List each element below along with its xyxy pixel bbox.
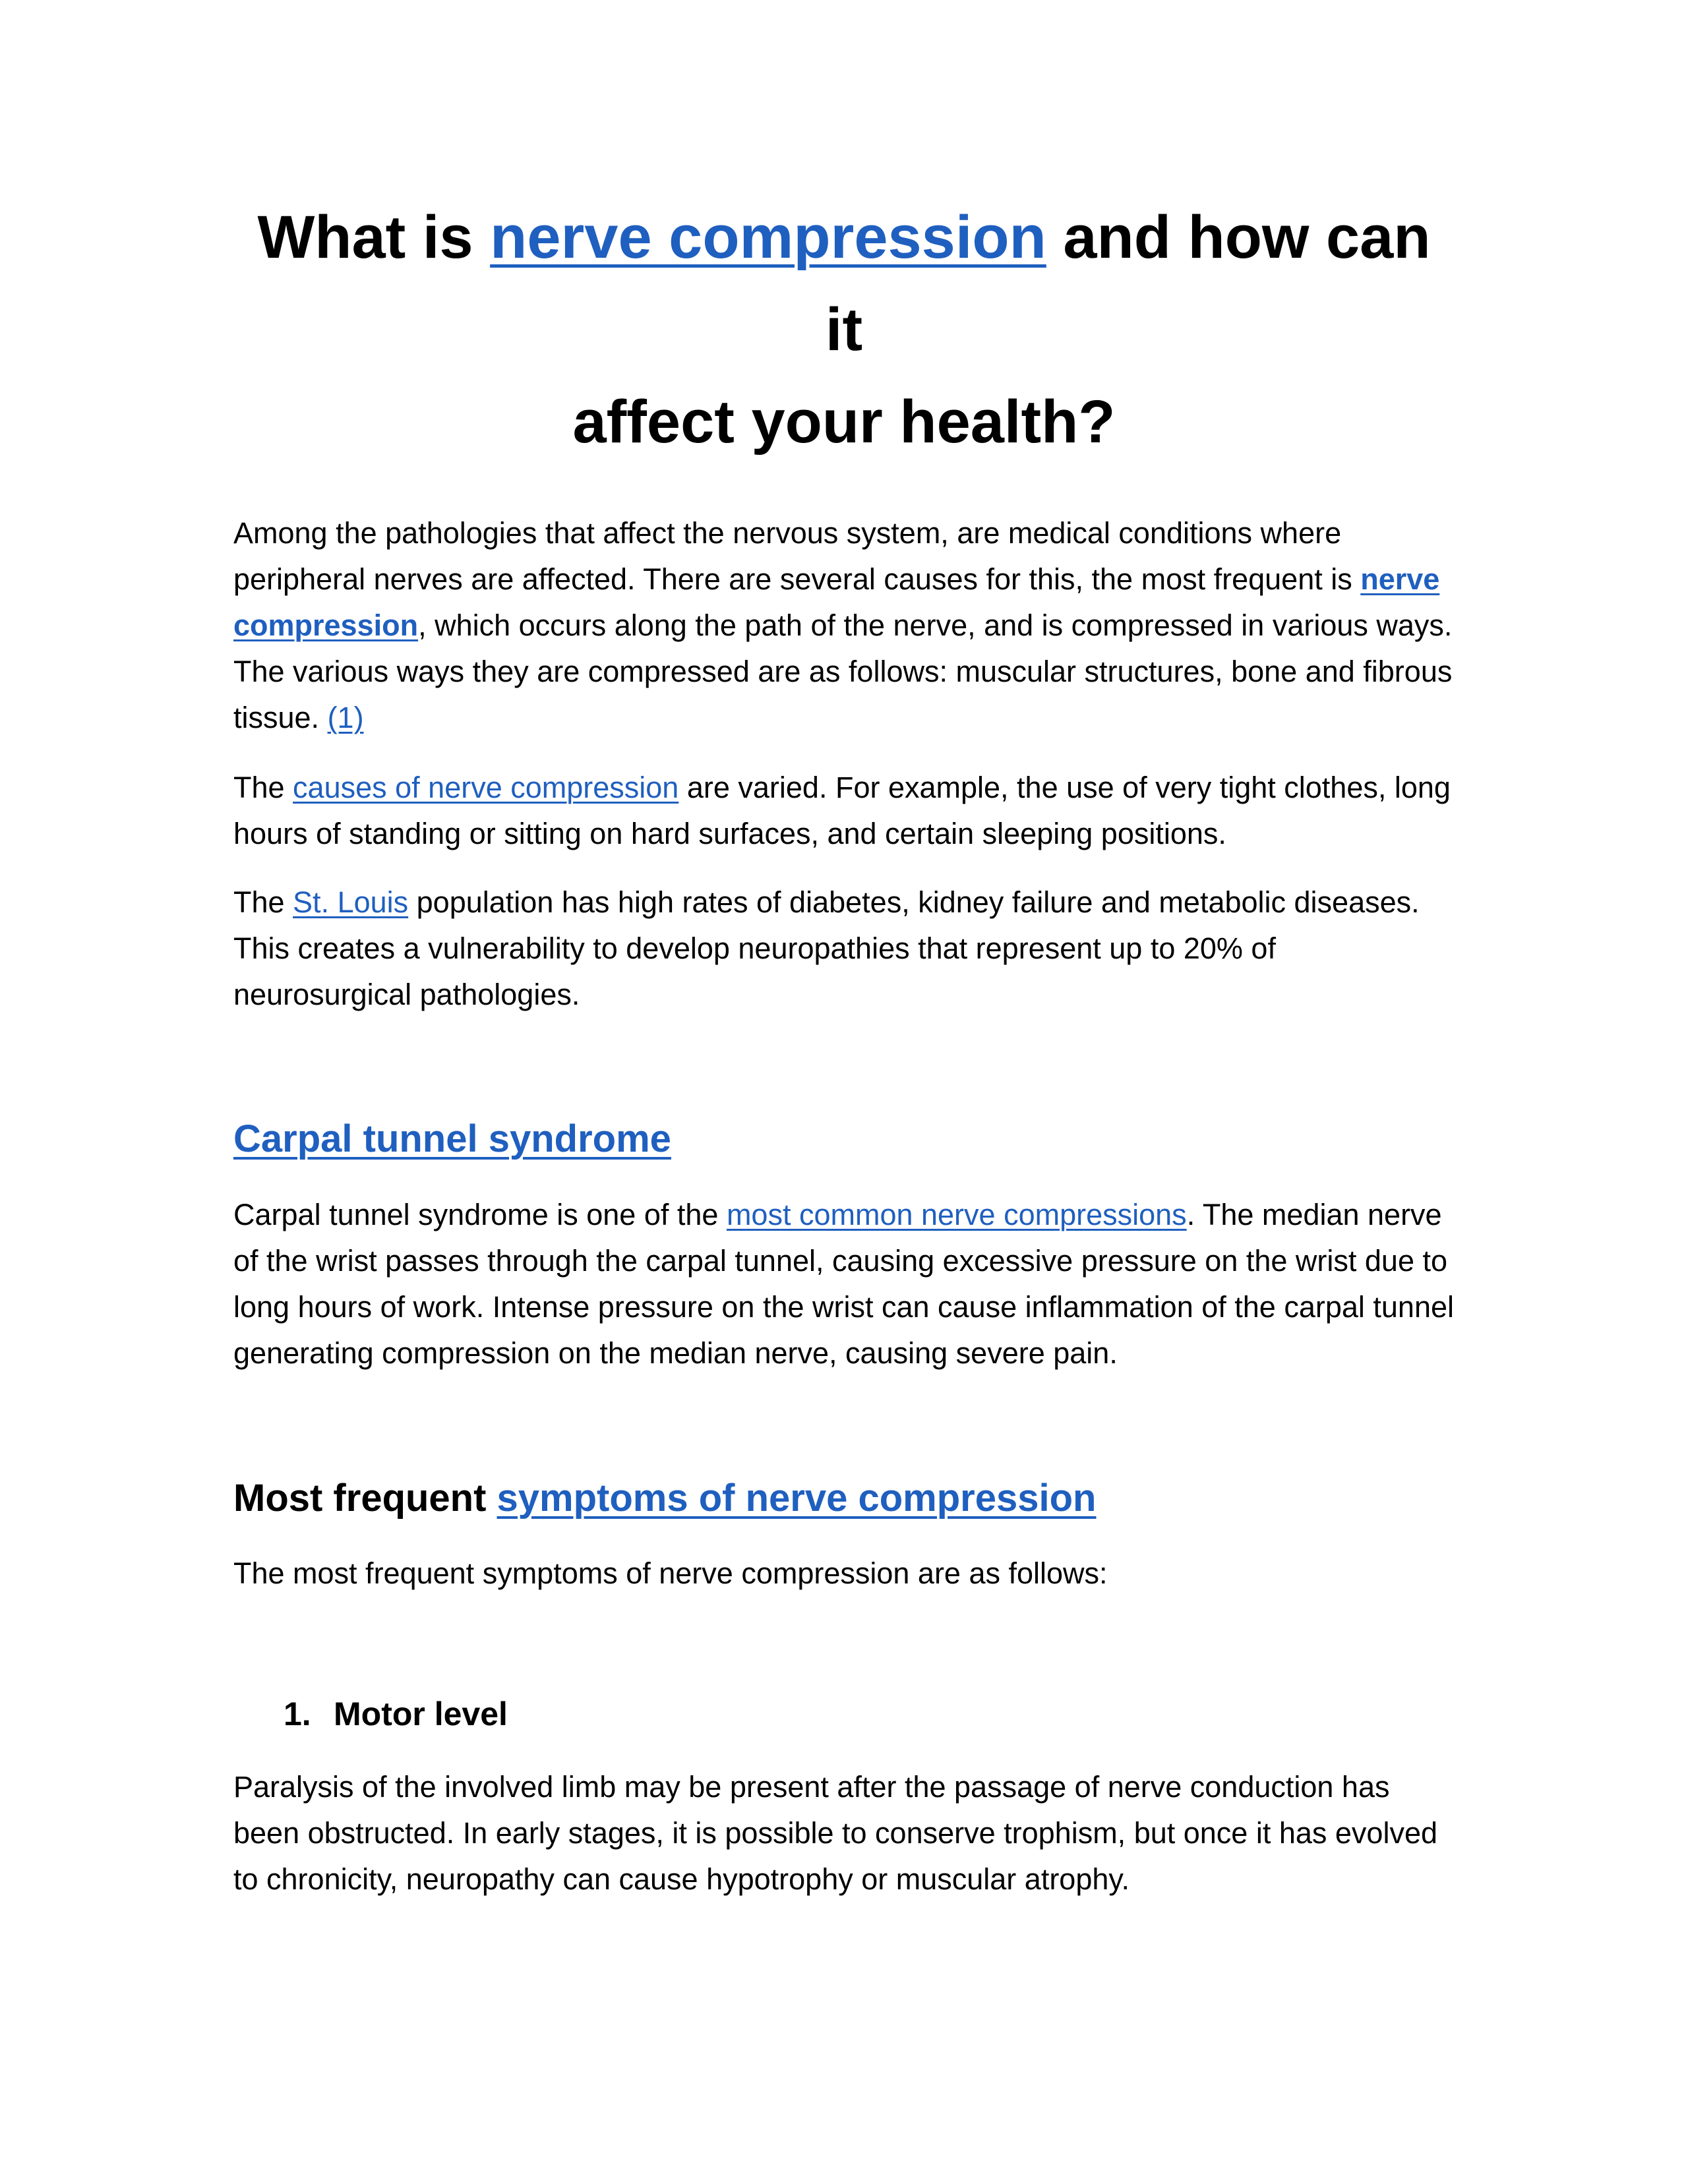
carpal-text-a: Carpal tunnel syndrome is one of the [233, 1198, 727, 1231]
intro-paragraph-2 [233, 765, 1455, 857]
intro-p1-text-a: Among the pathologies that affect the nervous system, are medical conditions where peripheral nerves are affected. There are several causes for this, the most frequent is [233, 516, 1361, 596]
intro-p1-text-b: , which occurs along the path of the nerve, and is compressed in various ways. The various ways they are compressed are as follows: muscular structures, bone and fibrous tissue. [233, 608, 1453, 734]
title-line-2: affect your health? [572, 388, 1116, 456]
intro-paragraph-3 [233, 879, 1455, 1018]
reference-1-link[interactable]: (1) [327, 701, 364, 734]
carpal-tunnel-heading [233, 1113, 671, 1166]
intro-p3-text-a: The [233, 885, 293, 919]
symptoms-intro-paragraph: The most frequent symptoms of nerve compression are as follows: [233, 1556, 1108, 1590]
title-nerve-compression-link[interactable]: nerve compression [490, 204, 1046, 271]
intro-p2-text-a: The [233, 771, 293, 804]
list-item-motor-level-heading [284, 1691, 508, 1737]
page-title [233, 191, 1455, 468]
title-prefix: What is [257, 204, 491, 271]
symptoms-of-nerve-compression-link[interactable]: symptoms of nerve compression [497, 1477, 1097, 1520]
intro-p2-text-b: are varied. For example, the use of very tight clothes, long hours of standing or sitting on hard surfaces, and certain sleeping positions. [233, 771, 1451, 850]
most-common-nerve-compressions-link[interactable]: most common nerve compressions [726, 1198, 1187, 1231]
st-louis-link[interactable]: St. Louis [293, 885, 409, 919]
carpal-tunnel-syndrome-link[interactable]: Carpal tunnel syndrome [233, 1117, 671, 1160]
carpal-text-b: . The median nerve of the wrist passes through the carpal tunnel, causing excessive pressure on the wrist due to long hours of work. Intense pressure on the wrist can cause inflammation of the carpal tunnel generating compression on the median nerve, causing severe pain. [233, 1198, 1454, 1370]
intro-nerve-compression-link[interactable]: nerve compression [233, 562, 1440, 642]
list-item-title: Motor level [334, 1696, 508, 1732]
intro-p3-text-b: population has high rates of diabetes, kidney failure and metabolic diseases. This creates a vulnerability to develop neuropathies that represent up to 20% of neurosurgical pathologies. [233, 885, 1420, 1011]
intro-paragraph-1 [233, 510, 1455, 741]
causes-of-nerve-compression-link[interactable]: causes of nerve compression [293, 771, 679, 804]
motor-level-paragraph: Paralysis of the involved limb may be present after the passage of nerve conduction has been obstructed. In early stages, it is possible to conserve trophism, but once it has evolved to chronicity, neuropathy can cause hypotrophy or muscular atrophy. [233, 1770, 1437, 1896]
symptoms-heading [233, 1472, 1097, 1525]
carpal-tunnel-paragraph [233, 1192, 1455, 1376]
title-suffix: and how can it [825, 204, 1431, 363]
list-item-number: 1. [284, 1696, 311, 1732]
symptoms-heading-prefix: Most frequent [233, 1477, 497, 1520]
